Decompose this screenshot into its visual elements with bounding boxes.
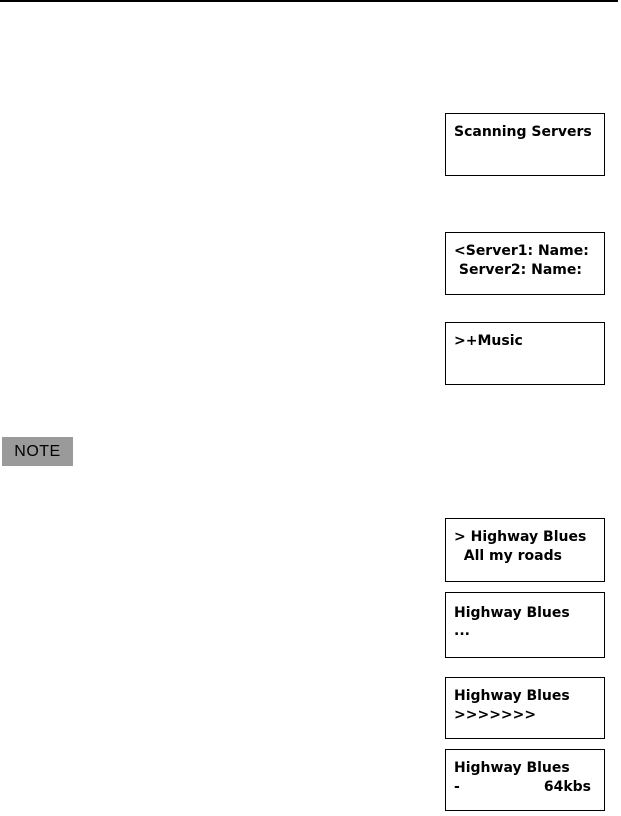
- lcd-display-track-playing: [445, 749, 605, 811]
- lcd-line-2: >>>>>>>: [454, 707, 537, 723]
- top-rule: [0, 0, 618, 2]
- lcd-display-track-buffering: [445, 677, 605, 739]
- lcd-line-1: Highway Blues: [454, 760, 570, 776]
- lcd-line-1: >+Music: [454, 333, 523, 349]
- lcd-display-music: [445, 322, 605, 385]
- note-badge: NOTE: [2, 437, 73, 466]
- lcd-display-servers: [445, 232, 605, 295]
- lcd-line-2: Server2: Name:: [454, 262, 582, 278]
- lcd-display-track-loading: [445, 592, 605, 658]
- lcd-display-scanning: [445, 113, 605, 176]
- lcd-line-1: > Highway Blues: [454, 529, 587, 545]
- lcd-line-2-left: -: [454, 779, 460, 795]
- lcd-display-track-select: [445, 518, 605, 582]
- lcd-line-1: Highway Blues: [454, 688, 570, 704]
- lcd-line-1: Highway Blues: [454, 605, 570, 621]
- lcd-line-2: ...: [454, 623, 470, 639]
- lcd-line-2: All my roads: [454, 548, 562, 564]
- lcd-line-2-right: 64kbs: [543, 779, 591, 795]
- lcd-line-1: <Server1: Name:: [454, 243, 589, 259]
- lcd-line-1: Scanning Servers: [454, 124, 592, 140]
